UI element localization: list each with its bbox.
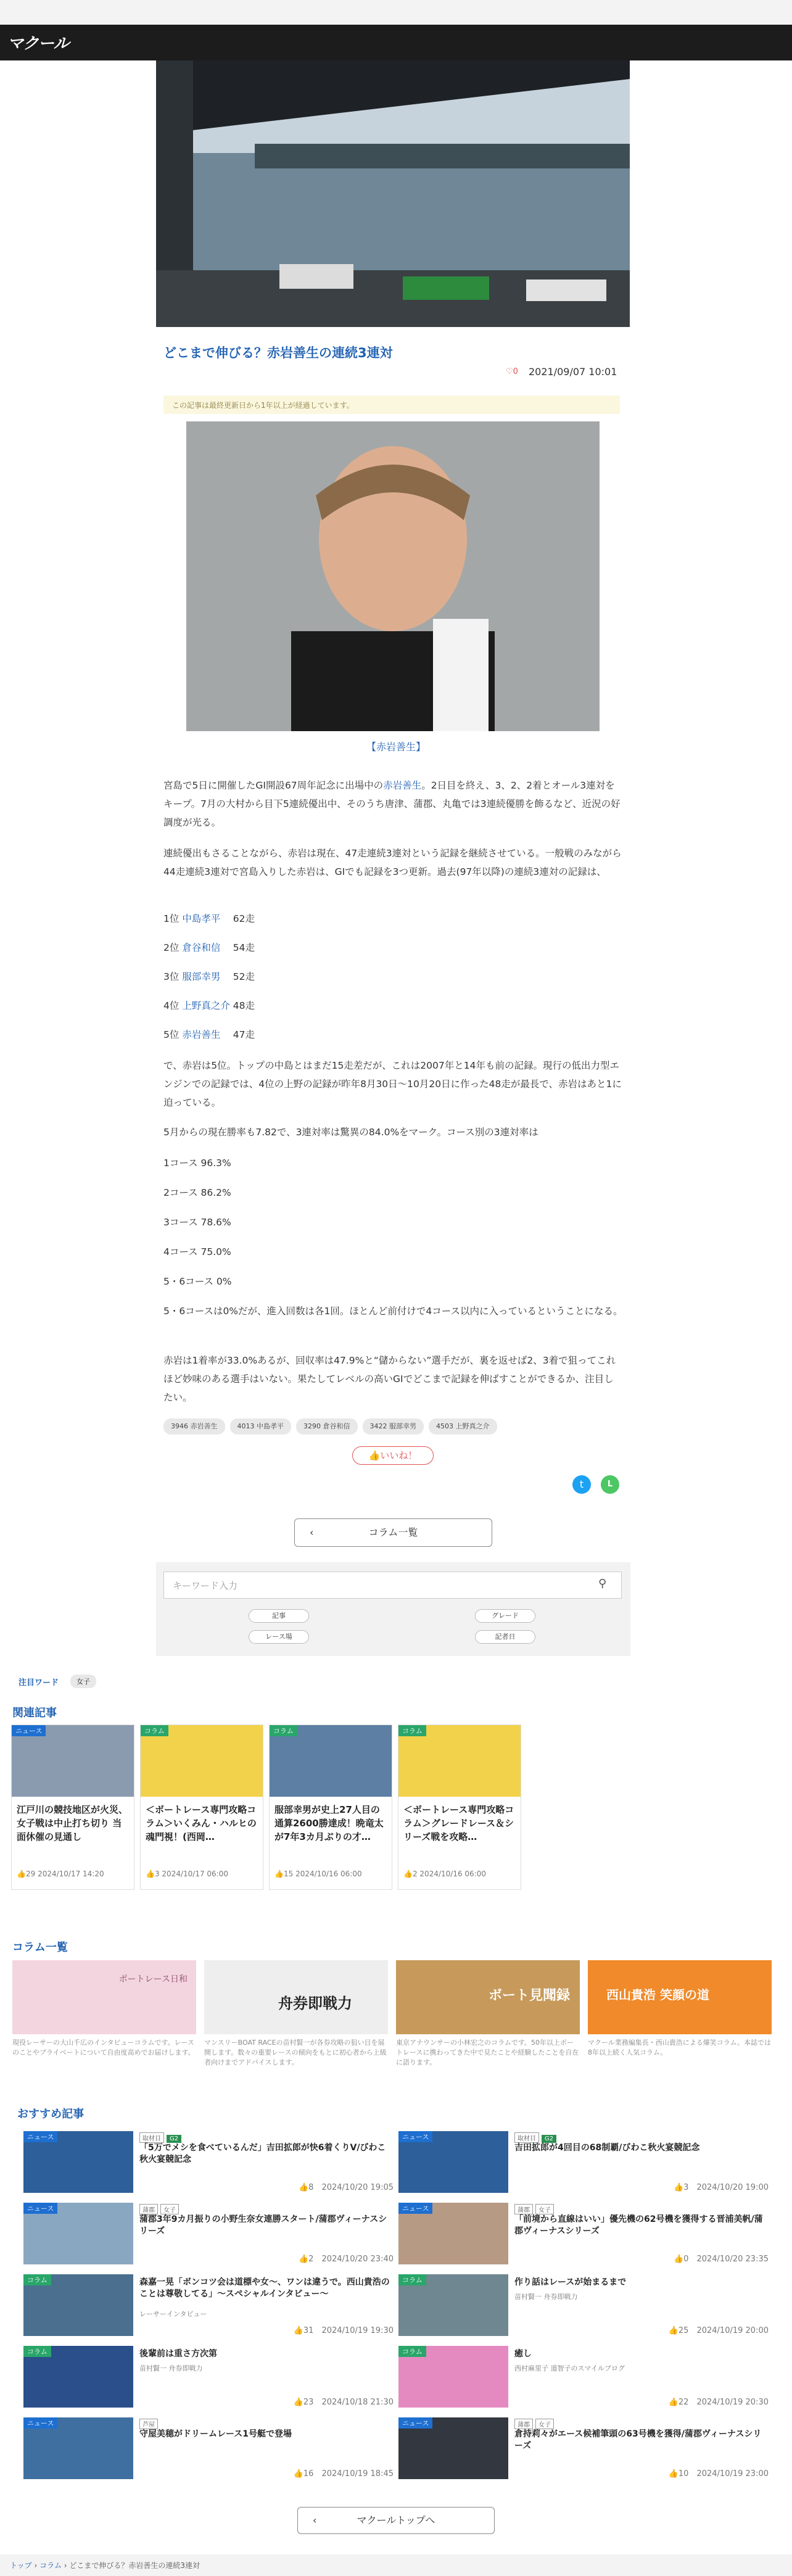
recommend-image: ニュース: [23, 2131, 133, 2193]
column-banner: 西山貴浩 笑顔の道: [588, 1960, 772, 2034]
racer-tag[interactable]: 3946 赤岩善生: [163, 1418, 225, 1435]
thumbs-up-icon: 👍: [368, 1450, 381, 1461]
racer-tag[interactable]: 4503 上野真之介: [429, 1418, 497, 1435]
column-card[interactable]: 西山貴浩 笑顔の道 マクール業務編集長・西山貴浩による爆笑コラム。本誌では8年以上続く人気コラム。: [588, 1960, 772, 2071]
recommend-item[interactable]: ニュース 蒲郡 女子 倉持莉々がエース候補筆頭の63号機を獲得/蒲郡ヴィーナスシリーズ 👍10 2024/10/19 23:00: [398, 2417, 769, 2479]
columns-title: コラム一覧: [12, 1941, 68, 1954]
racer-tag[interactable]: 3290 倉谷和信: [296, 1418, 358, 1435]
recommend-item[interactable]: ニュース 蒲郡 女子 蒲郡3年9カ月振りの小野生奈女連勝スタート/蒲郡ヴィーナスシリーズ 👍2 2024/10/20 23:40: [23, 2203, 394, 2264]
attention-tag[interactable]: 女子: [70, 1675, 96, 1688]
related-card[interactable]: ニュース 江戸川の競技地区が火災、女子戦は中止打ち切り 当面休催の見通し 👍29 2024/10/17 14:20: [11, 1725, 134, 1890]
thumbs-up-icon: 👍: [668, 2469, 679, 2479]
card-image: コラム: [141, 1725, 263, 1797]
twitter-share-icon[interactable]: t: [572, 1475, 591, 1494]
breadcrumb-current: どこまで伸びる？赤岩善生の連続3連対: [69, 2561, 200, 2570]
breadcrumb-section[interactable]: コラム: [39, 2561, 62, 2570]
stale-notice: この記事は最終更新日から1年以上が経過しています。: [163, 396, 620, 414]
recommend-image: ニュース: [23, 2203, 133, 2264]
recommend-item[interactable]: コラム 森嘉一晃「ボンコツ会は道標や女〜、ワンは違うで。西山貴浩のことは尊敬してる」〜スペシャルインタビュー〜 レーサーインタビュー 👍31 2024/10/19 19:30: [23, 2274, 394, 2336]
recommend-image: ニュース: [398, 2417, 508, 2479]
recommend-image: ニュース: [398, 2203, 508, 2264]
thumbs-up-icon: 👍: [274, 1870, 284, 1878]
ranking-row: 2位 倉谷和信 54走: [163, 942, 255, 953]
recommend-item[interactable]: ニュース 芦屋 守屋美穂がドリームレース1号艇で登場 👍16 2024/10/19 18:45: [23, 2417, 394, 2479]
paragraph-2: 連続優出もさることながら、赤岩は現在、47走連続3連対という記録を継続させている。一般戦のみながら44走連続3連対で宮島入りした赤岩は、GIでも記録を3つ更新。過去(97年以降)の連続3連対の記録は、: [163, 848, 622, 877]
ranking-row: 5位 赤岩善生 47走: [163, 1029, 255, 1040]
card-image: コラム: [398, 1725, 521, 1797]
course-rate: 3コース 78.6%: [163, 1217, 231, 1228]
site-header: [0, 25, 792, 60]
breadcrumb-home[interactable]: トップ: [10, 2561, 32, 2570]
course-rate: 4コース 75.0%: [163, 1246, 231, 1257]
recommend-image: コラム: [23, 2346, 133, 2408]
column-card[interactable]: 舟券即戦力 マンスリーBOAT RACEの苗村賢一が各券攻略の狙い目を展開します。数々の重要レースの傾向をもとに初心者から上級者向けまでアドバイスします。: [204, 1960, 388, 2071]
racer-tag[interactable]: 3422 服部幸男: [363, 1418, 424, 1435]
column-banner: ポートレース日和: [12, 1960, 196, 2034]
related-title: 関連記事: [12, 1707, 57, 1720]
search-input[interactable]: キーワード入力: [163, 1572, 622, 1599]
course-rate: 5・6コース 0%: [163, 1276, 232, 1287]
chevron-left-icon: ‹: [313, 2514, 317, 2526]
column-banner: ボート見聞録: [396, 1960, 580, 2034]
recommend-image: コラム: [398, 2346, 508, 2408]
thumbs-up-icon: 👍: [668, 2326, 679, 2335]
course-rate: 2コース 86.2%: [163, 1187, 231, 1198]
racer-link[interactable]: 赤岩善生: [383, 780, 422, 791]
card-image: ニュース: [12, 1725, 134, 1797]
paragraph-3: で、赤岩は5位。トップの中島とはまだ15走差だが、これは2007年と14年も前の記録。現行の低出力型エンジンでの記録では、4位の上野の記録が昨年8月30日〜10月20日に作った48走が最長で、赤岩はあと1に迫っている。: [163, 1060, 622, 1108]
recommend-item[interactable]: ニュース 取材目 G2 「5万でメシを食べているんだ」吉田拡郎が快6着くりV/びわこ秋火宴競記念 👍8 2024/10/20 19:05: [23, 2131, 394, 2193]
thumbs-up-icon: 👍: [17, 1870, 26, 1878]
thumbs-up-icon: 👍: [293, 2398, 303, 2407]
racer-tag[interactable]: 4013 中島孝平: [230, 1418, 292, 1435]
thumbs-up-icon: 👍: [673, 2255, 684, 2264]
back-to-top-button[interactable]: ‹ マクールトップへ: [297, 2507, 495, 2534]
heart-icon: ♡: [506, 367, 513, 376]
recommend-image: コラム: [23, 2274, 133, 2336]
article-title: どこまで伸びる？赤岩善生の連続3連対: [163, 346, 393, 360]
thumbs-up-icon: 👍: [293, 2326, 303, 2335]
ranking-row: 1位 中島孝平 62走: [163, 913, 255, 924]
recommend-item[interactable]: コラム 後輩前は重さ方次第 苗村賢一 舟券即戦力 👍23 2024/10/18 21:30: [23, 2346, 394, 2408]
recommend-image: ニュース: [398, 2131, 508, 2193]
filter-pill[interactable]: 記事: [249, 1609, 309, 1623]
attention-label: 注目ワード: [19, 1678, 59, 1688]
recommend-image: コラム: [398, 2274, 508, 2336]
thumbs-up-icon: 👍: [403, 1870, 413, 1878]
chevron-left-icon: ‹: [310, 1526, 314, 1538]
recommend-item[interactable]: コラム 作り話はレースが始まるまで 苗村賢一 舟券即戦力 👍25 2024/10/19 20:00: [398, 2274, 769, 2336]
course-rate: 1コース 96.3%: [163, 1158, 231, 1169]
search-icon[interactable]: ⚲: [598, 1577, 607, 1590]
like-button[interactable]: 👍いいね！: [352, 1446, 434, 1465]
filter-pill[interactable]: レース場: [249, 1630, 309, 1644]
column-banner: 舟券即戦力: [204, 1960, 388, 2034]
column-card[interactable]: ポートレース日和 現役レーサーの大山千広のインタビューコラムです。レースのことやプライベートについて自由度高めでお届けします。: [12, 1960, 196, 2071]
tag-list: [163, 1418, 623, 1435]
column-list-button[interactable]: ‹ コラム一覧: [294, 1518, 492, 1547]
filter-pill[interactable]: グレード: [475, 1609, 535, 1623]
photo-caption[interactable]: 【赤岩善生】: [366, 741, 426, 753]
thumbs-up-icon: 👍: [673, 2183, 684, 2192]
article-date: 2021/09/07 10:01: [529, 366, 617, 378]
paragraph-1: 宮島で5日に開催したGI開設67周年記念に出場中の赤岩善生。2日目を終え、3、2、2着とオール3連対をキープ。7月の大村から目下5連続優出中、そのうち唐津、蒲郡、丸亀では3連続優勝を飾るなど、近況の好調度が光る。: [163, 780, 621, 828]
thumbs-up-icon: 👍: [293, 2469, 303, 2479]
related-card[interactable]: コラム ＜ボートレース専門攻略コラム＞グレードレース＆シリーズ戦を攻略… 👍2 2024/10/16 06:00: [398, 1725, 521, 1890]
ranking-row: 3位 服部幸男 52走: [163, 971, 255, 982]
thumbs-up-icon: 👍: [668, 2398, 679, 2407]
paragraph-5: 5・6コースは0%だが、進入回数は各1回。ほとんど前付けで4コース以内に入っているということになる。: [163, 1306, 623, 1317]
paragraph-6: 赤岩は1着率が33.0%あるが、回収率は47.9%と“儲からない”選手だが、裏を返せば2、3着で狙ってこれほど妙味のある選手はいない。果たしてレベルの高いGIでどこまで記録を伸ばすことができるか、注目したい。: [163, 1355, 616, 1403]
related-card[interactable]: コラム ＜ボートレース専門攻略コラム＞いくみん・ハルヒの魂門視！(西岡… 👍3 2024/10/17 06:00: [140, 1725, 263, 1890]
card-image: コラム: [270, 1725, 392, 1797]
paragraph-4: 5月からの現在勝率も7.82で、3連対率は驚異の84.0%をマーク。コース別の3連対率は: [163, 1127, 538, 1138]
related-card[interactable]: コラム 服部幸男が史上27人目の通算2600勝達成！晩竜太が7年3カ月ぶりの才… 👍15 2024/10/16 06:00: [269, 1725, 392, 1890]
recommend-title: おすすめ記事: [17, 2108, 85, 2121]
recommend-image: ニュース: [23, 2417, 133, 2479]
recommend-item[interactable]: コラム 癒し 西村麻里子 道智子のスマイルブログ 👍22 2024/10/19 20:30: [398, 2346, 769, 2408]
column-card[interactable]: ボート見聞録 東京アナウンサーの小林宏之のコラムです。50年以上ボートレースに携わってきた中で見たことや経験したことを自在に語ります。: [396, 1960, 580, 2071]
thumbs-up-icon: 👍: [298, 2183, 309, 2192]
filter-pill[interactable]: 記者日: [475, 1630, 535, 1644]
line-share-icon[interactable]: L: [601, 1475, 619, 1494]
article-like-count: ♡0: [506, 367, 518, 376]
thumbs-up-icon: 👍: [298, 2255, 309, 2264]
thumbs-up-icon: 👍: [146, 1870, 155, 1878]
breadcrumb: トップ › コラム › どこまで伸びる？赤岩善生の連続3連対: [0, 2554, 792, 2576]
browser-top-strip: [0, 0, 792, 25]
racer-photo: [186, 421, 600, 731]
ranking-row: 4位 上野真之介 48走: [163, 1000, 255, 1011]
recommend-item[interactable]: ニュース 取材目 G2 吉田拡郎が4回目の68制覇/びわこ秋火宴競記念 👍3 2024/10/20 19:00: [398, 2131, 769, 2193]
recommend-item[interactable]: ニュース 蒲郡 女子 「前境から直線はいい」優先機の62号機を獲得する晋浦美帆/蒲郡ヴィーナスシリーズ 👍0 2024/10/20 23:35: [398, 2203, 769, 2264]
hero-image: [156, 60, 630, 327]
site-logo[interactable]: マクール: [7, 35, 69, 53]
